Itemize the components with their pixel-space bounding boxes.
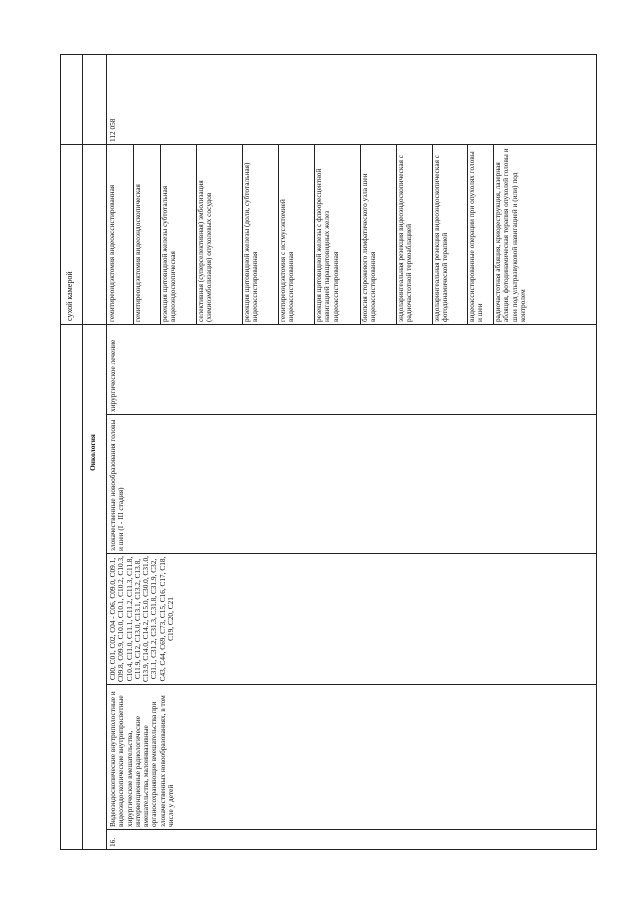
method-item: видеоассистированные операции при опухолях головы и шеи [467,151,485,322]
row-name: Видеоэндоскопические внутриполостные и видеоэндоскопические внутрипросветные хирургические вмешательства, интервенционные радиологические вмешательства, малоинвазивные органосохраняющие вмешательства при злокачественных новообразованиях, в том числе у детей [108,691,176,827]
method-item: эндоларингеальная резекция видеоэндоскопическая с фотодинамической терапией [432,154,450,322]
table-border-left [60,849,597,850]
col-line-4 [106,414,597,415]
method-item: биопсия сторожевого лимфатического узла шеи видеоассистированная [360,173,378,322]
col-line-5 [60,324,597,325]
method-item: гемитиреоидэктомия видеоэндоскопическая [133,184,142,322]
table-border-bottom [596,55,597,850]
col-line-3 [106,553,597,554]
rotated-table [60,55,597,850]
col-line-6 [60,144,597,145]
row-cost: 112 058 [108,118,117,142]
row-treatment-type: хирургическое лечение [108,339,117,412]
row-diagnosis: злокачественные новообразования головы и шеи (I - III стадия) [108,419,126,551]
table-line-header [82,55,83,850]
row-number: 16. [108,837,117,847]
table-border-top [60,55,61,850]
method-item: гемитиреоидэктомия с истмусэктомией видеоассистированная [278,199,296,322]
row-codes: C00, C01, C02, C04 - C06, C09.0, C09.1, C09.8, C09.9, C10.0, C10.1, C10.2, C10.3, C10.4, C11.0, C11.1, C11.2, C11.3, C11.8, C11.9, C12, C13.0, C13.1, C13.2, C13.8, C13.9, C14.0, C14.2, C15.0, C30.0, C31.0, C31.1, C31.2, C31.3, C31.8, C31.9, C32, C43, C44, C69, C73, C15, C16, C17, C18, C19, C20, C21 [108,556,176,682]
col-line-1 [106,829,597,830]
method-item: резекция щитовидной железы субтотальная видеоэндоскопическая [160,185,178,322]
col-line-2 [106,684,597,685]
header-text: сухой камерой [65,271,74,321]
method-item: радиочастотная абляция, криодеструкция, лазерная абляция, фотодинамическая терапия опухолей головы и шеи под ультразвуковой навигацией и (или) под контролем [493,148,527,322]
method-item: резекция щитовидной железы с флюоресцентной навигацией паращитовидных желез видеоассистированная [314,168,340,322]
table-line-section [106,55,107,850]
table-border-right [60,54,597,55]
method-item: селективная (суперселективная) эмболизация (химиоэмболизация) опухолевых сосудов [196,180,214,322]
section-title: Онкология [88,434,97,471]
method-item: резекция щитовидной железы (доли, субтотальная) видеоассистированная [242,162,260,322]
method-item: гемитиреоидэктомия видеоассистированная [107,184,116,322]
method-item: эндоларингеальная резекция видеоэндоскопическая с радиочастотной термоаблацией [396,154,414,322]
